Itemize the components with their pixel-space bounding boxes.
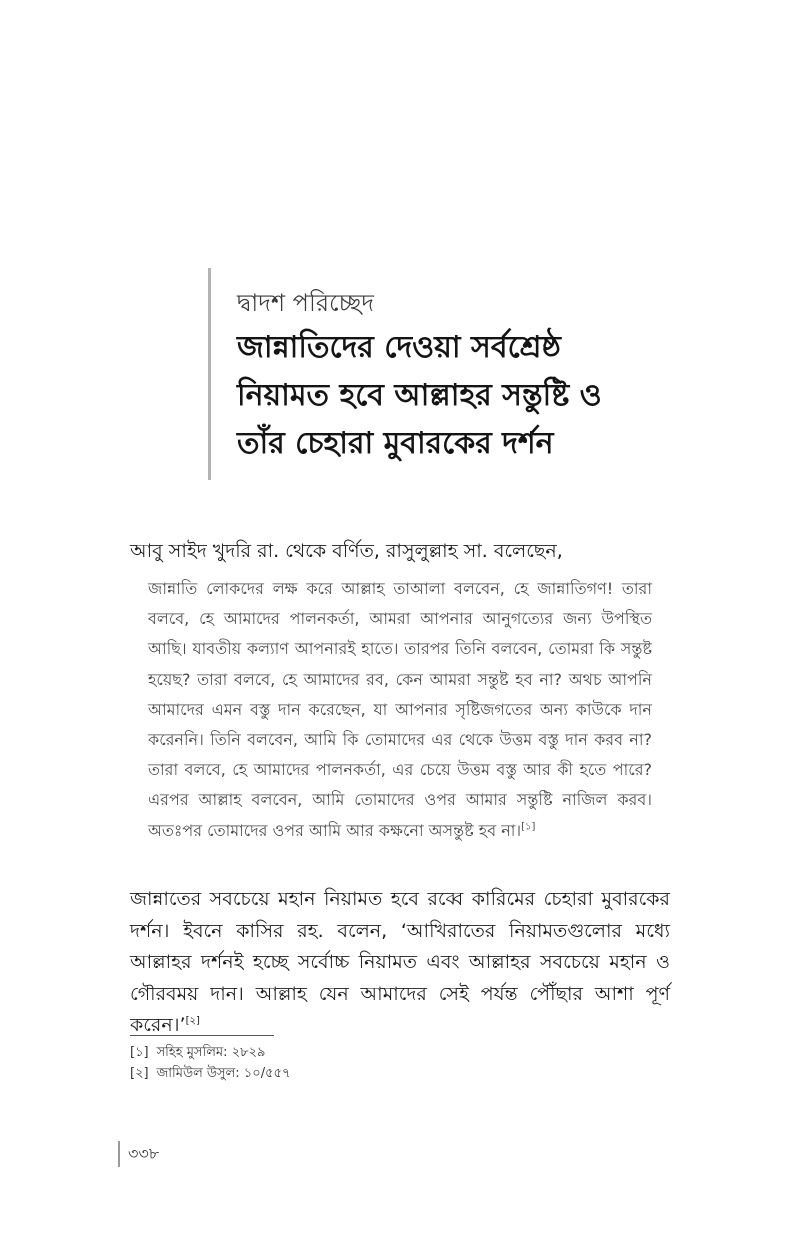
footnote-text: সহিহ মুসলিম: ২৮২৯ bbox=[156, 1045, 266, 1060]
page-number bbox=[118, 1141, 159, 1167]
footnote-item bbox=[130, 1042, 290, 1063]
footnote-text: জামিউল উসুল: ১০/৫৫৭ bbox=[156, 1066, 291, 1081]
hadith-text: জান্নাতি লোকদের লক্ষ করে আল্লাহ তাআলা বলবেন, হে জান্নাতিগণ! তারা বলবে, হে আমাদের পালনকর্তা, আমরা আপনার আনুগত্যের জন্য উপস্থিত আছি। যাবতীয় কল্যাণ আপনারই হাতে। তারপর তিনি বলবেন, তোমরা কি সন্তুষ্ট হয়েছ? তারা বলবে, হে আমাদের রব, কেন আমরা সন্তুষ্ট হব না? অথচ আপনি আমাদের এমন বস্তু দান করেছেন, যা আপনার সৃষ্টিজগতের অন্য কাউকে দান করেননি। তিনি বলবেন, আমি কি তোমাদের এর থেকে উত্তম বস্তু দান করব না? তারা বলবে, হে আমাদের পালনকর্তা, এর চেয়ে উত্তম বস্তু আর কী হতে পারে? এরপর আল্লাহ বলবেন, আমি তোমাদের ওপর আমার সন্তুষ্টি নাজিল করব। অতঃপর তোমাদের ওপর আমি আর কক্ষনো অসন্তুষ্ট হব না। bbox=[148, 579, 652, 840]
footnotes bbox=[130, 1042, 290, 1084]
body-paragraph bbox=[130, 884, 670, 1042]
chapter-title-line: নিয়ামত হবে আল্লাহর সন্তুষ্টি ও bbox=[237, 378, 602, 413]
footnote-number: [২] bbox=[130, 1066, 149, 1081]
footnote-ref[interactable]: [২] bbox=[185, 1015, 200, 1027]
paragraph-text: জান্নাতের সবচেয়ে মহান নিয়ামত হবে রব্বে কারিমের চেহারা মুবারকের দর্শন। ইবনে কাসির রহ. বলেন, ‘আখিরাতের নিয়ামতগুলোর মধ্যে আল্লাহর দর্শনই হচ্ছে সর্বোচ্চ নিয়ামত এবং আল্লাহর সবচেয়ে মহান ও গৌরবময় দান। আল্লাহ যেন আমাদের সেই পর্যন্ত পৌঁছার আশা পূর্ণ করেন।’ bbox=[130, 888, 670, 1036]
footnote-ref[interactable]: [১] bbox=[521, 821, 536, 833]
chapter-title bbox=[237, 324, 628, 468]
hadith-quote bbox=[148, 574, 652, 846]
footnote-number: [১] bbox=[130, 1045, 149, 1060]
chapter-title-line: জান্নাতিদের দেওয়া সর্বশ্রেষ্ঠ bbox=[237, 330, 561, 365]
chapter-heading-block bbox=[208, 268, 628, 480]
footnote-divider bbox=[130, 1035, 274, 1036]
hadith-intro: আবু সাইদ খুদরি রা. থেকে বর্ণিত, রাসুলুল্লাহ সা. বলেছেন, bbox=[130, 540, 563, 562]
page-number-text: ৩৩৮ bbox=[128, 1144, 160, 1163]
footnote-item bbox=[130, 1063, 290, 1084]
chapter-label: দ্বাদশ পরিচ্ছেদ bbox=[237, 289, 374, 317]
chapter-title-line: তাঁর চেহারা মুবারকের দর্শন bbox=[237, 426, 554, 461]
